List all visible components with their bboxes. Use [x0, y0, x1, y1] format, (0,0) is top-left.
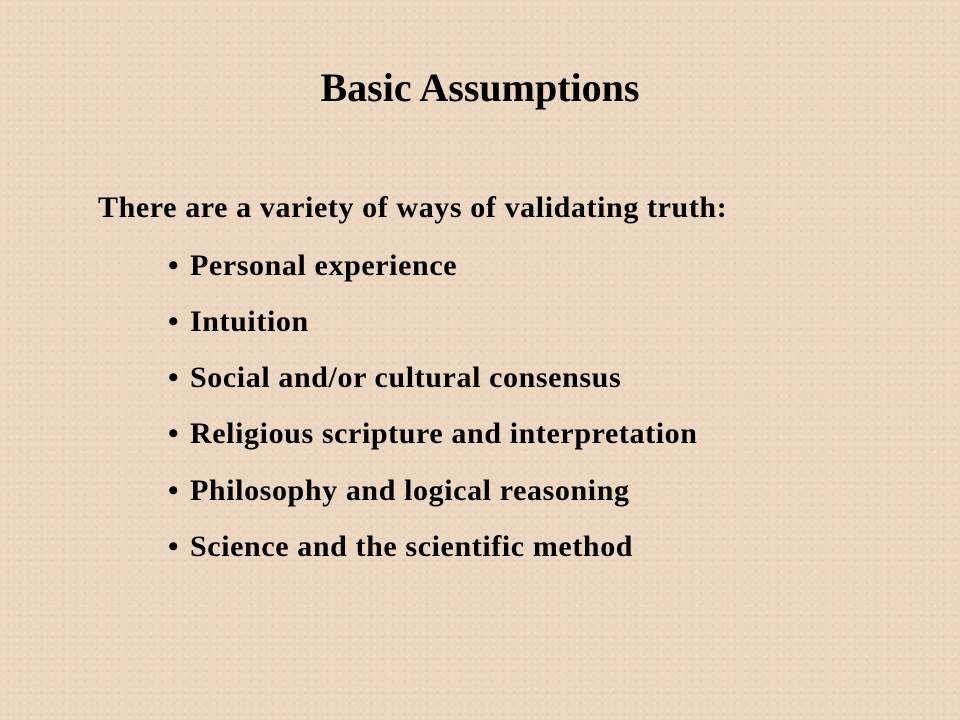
slide-title: Basic Assumptions	[320, 65, 640, 110]
bullet-icon: •	[168, 530, 180, 563]
list-item-text: Personal experience	[190, 249, 458, 282]
list-item-text: Science and the scientific method	[190, 530, 634, 563]
bullet-icon: •	[168, 361, 180, 394]
bullet-icon: •	[168, 249, 180, 282]
list-item-text: Religious scripture and interpretation	[190, 417, 698, 450]
list-item	[168, 302, 698, 342]
bullet-list	[168, 246, 698, 567]
list-item	[168, 471, 698, 511]
list-item-text: Social and/or cultural consensus	[190, 361, 622, 394]
list-item	[168, 414, 698, 454]
bullet-icon: •	[168, 474, 180, 507]
list-item	[168, 358, 698, 398]
list-item	[168, 246, 698, 286]
bullet-icon: •	[168, 417, 180, 450]
list-item-text: Intuition	[190, 305, 309, 338]
bullet-icon: •	[168, 305, 180, 338]
list-item	[168, 527, 698, 567]
intro-text: There are a variety of ways of validating truth:	[98, 191, 728, 224]
list-item-text: Philosophy and logical reasoning	[190, 474, 630, 507]
